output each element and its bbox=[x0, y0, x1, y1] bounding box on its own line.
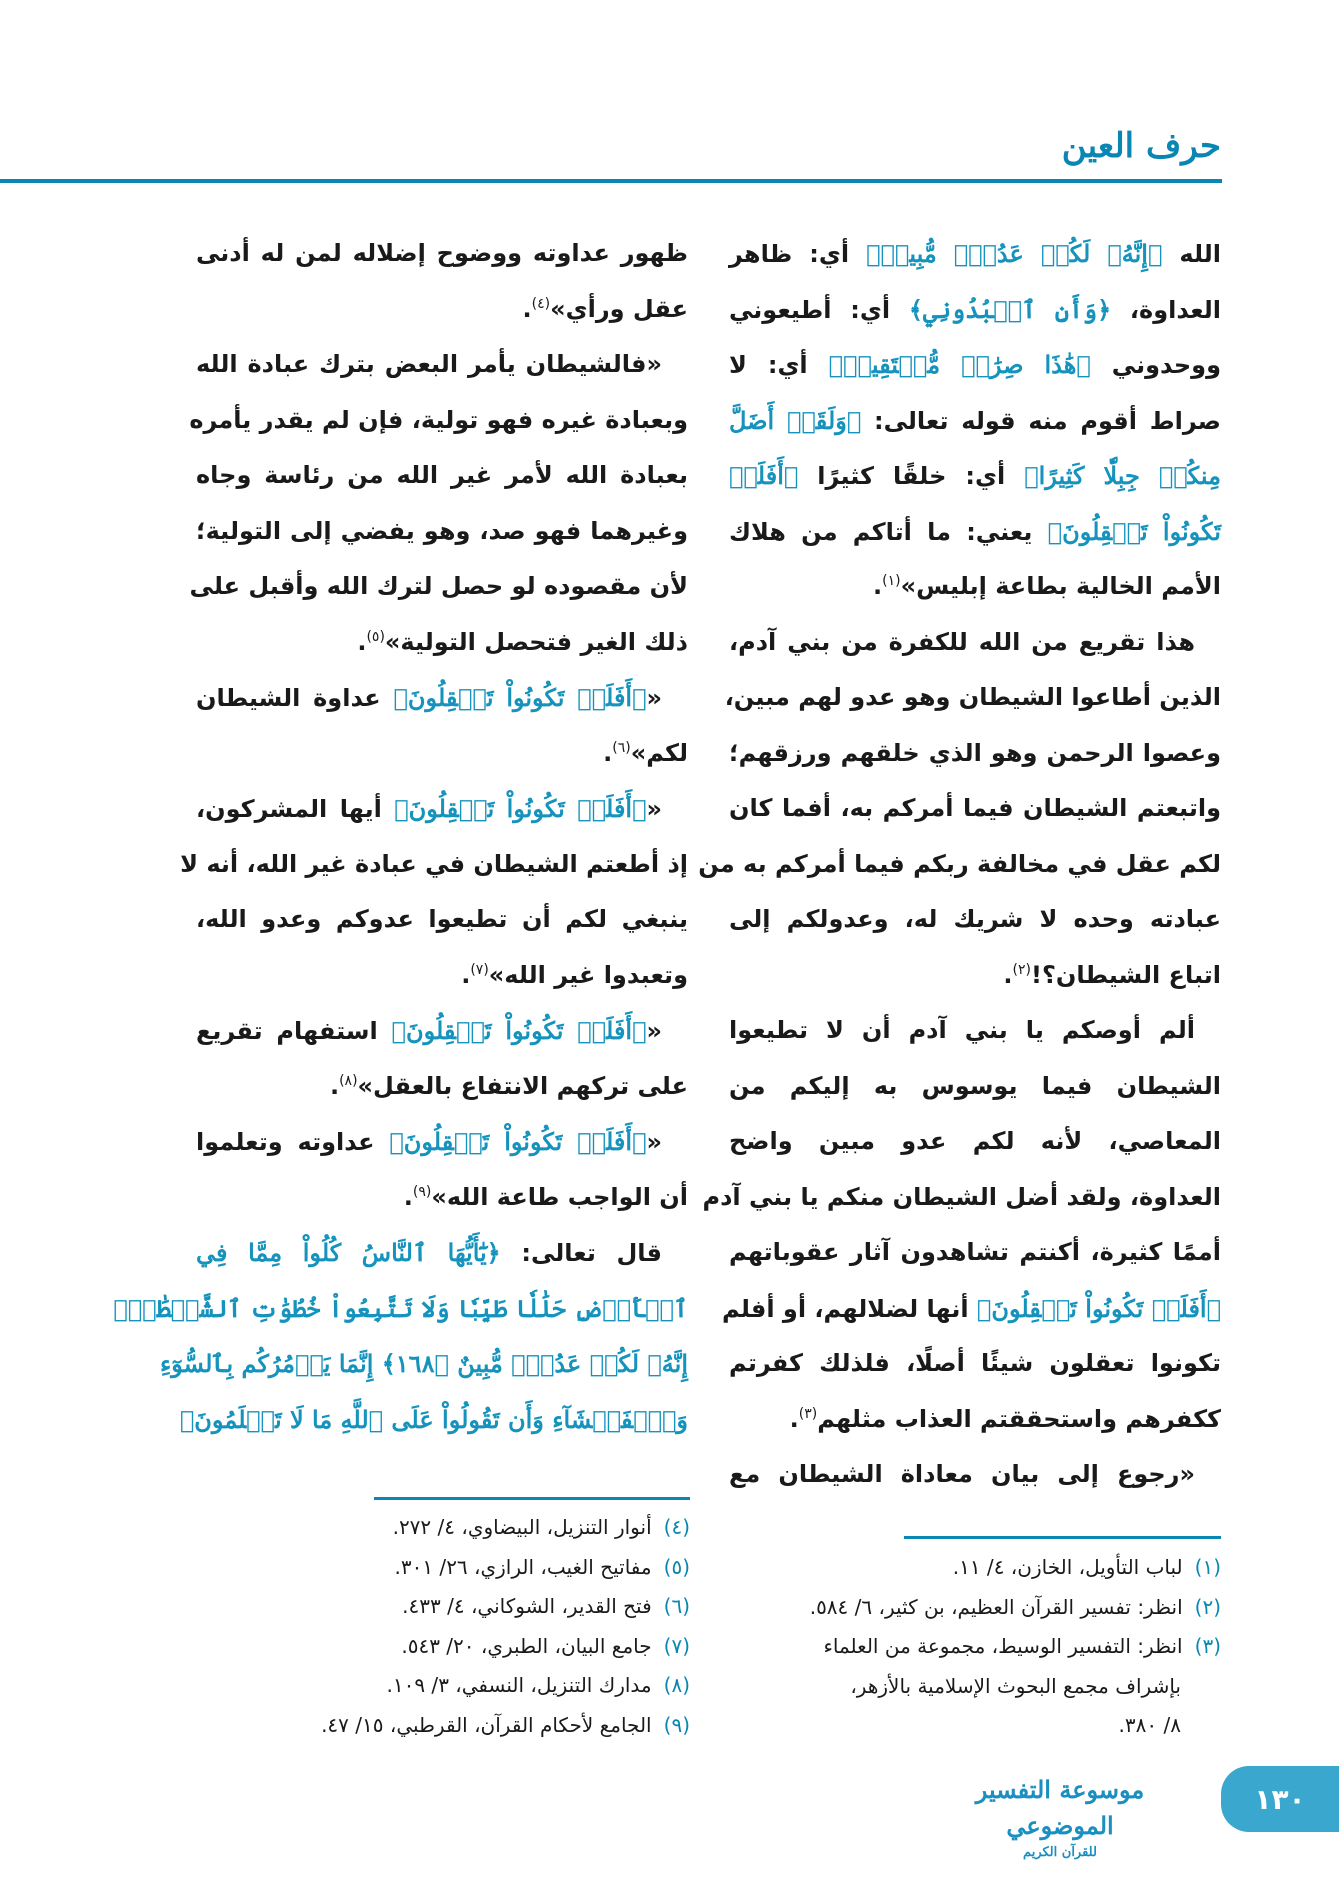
quran-verse: ﴿أَفَلَمۡ تَكُونُواْ تَعۡقِلُونَ﴾ bbox=[389, 1127, 647, 1156]
footnote-number: (٣) bbox=[1194, 1634, 1221, 1658]
footnote bbox=[200, 1706, 690, 1746]
text-line bbox=[729, 226, 1221, 282]
footnote-divider-left bbox=[374, 1497, 690, 1500]
text-line bbox=[729, 1114, 1221, 1170]
footnote-text: أنوار التنزيل، البيضاوي، ٤/ ٢٧٢. bbox=[392, 1515, 652, 1539]
text-segment: . bbox=[1003, 960, 1013, 989]
text-line bbox=[180, 837, 688, 893]
footnote bbox=[741, 1588, 1221, 1628]
text-segment: . bbox=[789, 1404, 799, 1433]
text-line bbox=[729, 1059, 1221, 1115]
text-segment: ظهور عداوته ووضوح إضلاله لمن له أدنى bbox=[196, 239, 688, 267]
text-line bbox=[113, 1281, 688, 1337]
footnote bbox=[200, 1508, 690, 1548]
text-segment: عداوته وتعلموا bbox=[196, 1128, 390, 1156]
header-divider bbox=[0, 179, 1222, 183]
text-segment: لأن مقصوده لو حصل لترك الله وأقبل على bbox=[189, 572, 688, 600]
text-line bbox=[179, 1392, 688, 1448]
text-segment: وبعبادة غيره فهو تولية، فإن لم يقدر يأمره bbox=[189, 405, 688, 434]
text-segment: أي: لا bbox=[729, 351, 829, 379]
text-segment: « bbox=[646, 795, 662, 823]
quran-verse: ﴿أَفَلَمۡ تَكُونُواْ تَعۡقِلُونَ﴾ bbox=[393, 683, 647, 712]
text-segment: عداوة الشيطان bbox=[196, 684, 394, 712]
text-segment: أن الواجب طاعة الله» bbox=[431, 1182, 688, 1211]
left-text-column bbox=[113, 226, 688, 1447]
text-segment: وتعبدوا غير الله» bbox=[488, 960, 688, 989]
text-segment: تكونوا تعقلون شيئًا أصلًا، فلذلك كفرتم bbox=[729, 1349, 1221, 1377]
footnote-text: مفاتيح الغيب، الرازي، ٢٦/ ٣٠١. bbox=[394, 1554, 652, 1579]
footnote-ref: (٧) bbox=[470, 961, 489, 978]
text-segment: ووحدوني bbox=[1090, 351, 1222, 379]
text-line bbox=[196, 892, 688, 948]
text-line bbox=[196, 615, 688, 671]
text-line bbox=[729, 448, 1221, 504]
text-line bbox=[729, 1336, 1221, 1392]
text-segment: . bbox=[329, 1071, 340, 1100]
text-segment: هذا تقريع من الله للكفرة من بني آدم، bbox=[729, 627, 1195, 656]
footnote-ref: (٤) bbox=[531, 295, 551, 312]
text-segment: إذ أطعتم الشيطان في عبادة غير الله، أنه لا bbox=[180, 849, 688, 878]
text-line bbox=[729, 1392, 1221, 1448]
text-segment: واتبعتم الشيطان فيما أمركم به، أفما كان bbox=[729, 794, 1221, 822]
text-segment: المعاصي، لأنه لكم عدو مبين واضح bbox=[729, 1127, 1221, 1155]
footnote-number: (٥) bbox=[663, 1554, 690, 1579]
text-line bbox=[729, 504, 1221, 560]
footnote-number: (٩) bbox=[663, 1712, 690, 1737]
text-segment: ذلك الغير فتحصل التولية» bbox=[384, 627, 688, 656]
footnote-number: (٨) bbox=[663, 1673, 690, 1697]
quran-verse: إِنَّهُۥ لَكُمۡ عَدُوّٞ مُّبِينٌ ﴿١٦٨﴾ إِنَّمَا يَأۡمُرُكُم بِٱلسُّوٓءِ bbox=[159, 1349, 688, 1378]
text-segment: أنها لضلالهم، أو أفلم bbox=[722, 1294, 977, 1323]
footnote bbox=[741, 1627, 1221, 1667]
footnote-ref: (٥) bbox=[366, 628, 385, 645]
encyclopedia-logo bbox=[935, 1772, 1185, 1860]
text-line bbox=[724, 670, 1221, 726]
text-line bbox=[698, 837, 1221, 893]
footnote-number: (٤) bbox=[663, 1515, 690, 1539]
text-segment: لكم عقل في مخالفة ربكم فيما أمركم به من bbox=[698, 849, 1221, 878]
text-segment: . bbox=[603, 738, 613, 767]
text-line bbox=[196, 948, 688, 1004]
text-line bbox=[729, 781, 1221, 837]
footnote bbox=[741, 1548, 1221, 1588]
quran-verse: ﴿إِنَّهُۥ لَكُمۡ عَدُوّٞ مُّبِينٞ﴾ bbox=[866, 239, 1163, 268]
footnote-text: مدارك التنزيل، النسفي، ٣/ ١٠٩. bbox=[386, 1673, 652, 1697]
footnote bbox=[200, 1548, 690, 1588]
footnote-number: (٦) bbox=[663, 1594, 690, 1618]
text-segment: «فالشيطان يأمر البعض بترك عبادة الله bbox=[196, 350, 662, 378]
page-number: ١٣٠ bbox=[1221, 1766, 1339, 1832]
text-line bbox=[729, 892, 1221, 948]
footnotes-right bbox=[741, 1548, 1221, 1746]
footnote-ref: (٣) bbox=[798, 1405, 818, 1422]
text-line bbox=[196, 448, 688, 504]
footnote bbox=[200, 1666, 690, 1706]
footnote-number: (١) bbox=[1194, 1555, 1221, 1579]
text-segment: صراط أقوم منه قوله تعالى: bbox=[861, 406, 1221, 435]
footnote-number: (٧) bbox=[663, 1633, 690, 1658]
quran-verse: مِنكُمۡ جِبِلّٗا كَثِيرًا﴾ bbox=[1024, 461, 1221, 490]
text-line bbox=[196, 781, 688, 837]
text-segment: «رجوع إلى بيان معاداة الشيطان مع bbox=[729, 1460, 1195, 1488]
text-segment: ككفرهم واستحققتم العذاب مثلهم bbox=[817, 1404, 1221, 1433]
quran-verse: ﴿أَفَلَمۡ تَكُونُواْ تَعۡقِلُونَ﴾ bbox=[394, 794, 647, 823]
footnote-text: جامع البيان، الطبري، ٢٠/ ٥٤٣. bbox=[401, 1633, 652, 1658]
text-segment: « bbox=[646, 684, 662, 712]
text-segment: . bbox=[522, 294, 532, 323]
quran-verse: ﴿أَفَلَمۡ تَكُونُواْ تَعۡقِلُونَ﴾ bbox=[976, 1293, 1221, 1323]
text-line bbox=[196, 1003, 688, 1059]
text-segment: أممًا كثيرة، أكنتم تشاهدون آثار عقوباتهم bbox=[729, 1238, 1221, 1266]
text-segment: . bbox=[403, 1182, 413, 1211]
text-line bbox=[729, 393, 1221, 449]
text-segment: على تركهم الانتفاع بالعقل» bbox=[357, 1071, 688, 1100]
text-line bbox=[189, 559, 688, 615]
text-segment: أي: ظاهر bbox=[729, 240, 867, 268]
footnote-text: بإشراف مجمع البحوث الإسلامية بالأزهر، bbox=[850, 1673, 1181, 1698]
text-line bbox=[196, 670, 688, 726]
text-segment: ينبغي لكم أن تطيعوا عدوكم وعدو الله، bbox=[196, 905, 688, 933]
quran-verse: ﴿يَٰٓأَيُّهَا ٱلنَّاسُ كُلُواْ مِمَّا فِي bbox=[196, 1238, 501, 1267]
text-segment: الشيطان فيما يوسوس به إليكم من bbox=[729, 1071, 1221, 1100]
footnote bbox=[200, 1627, 690, 1667]
text-line bbox=[729, 948, 1221, 1004]
text-line bbox=[196, 1114, 688, 1170]
text-segment: الأمم الخالية بطاعة إبليس» bbox=[900, 572, 1221, 600]
text-segment: « bbox=[646, 1017, 662, 1045]
footnote-text: لباب التأويل، الخازن، ٤/ ١١. bbox=[952, 1555, 1183, 1579]
text-segment: الله bbox=[1162, 240, 1222, 268]
text-line bbox=[196, 1225, 688, 1281]
footnote-text: الجامع لأحكام القرآن، القرطبي، ١٥/ ٤٧. bbox=[321, 1712, 652, 1737]
text-segment: الذين أطاعوا الشيطان وهو عدو لهم مبين، bbox=[724, 683, 1221, 711]
quran-verse: ٱلۡأَرۡضِ حَلَٰلٗا طَيِّبٗا وَلَا تَتَّبِعُواْ خُطُوَٰتِ ٱلشَّيۡطَٰنِۚ bbox=[113, 1293, 688, 1323]
text-segment: . bbox=[873, 572, 883, 600]
quran-verse: ﴿وَلَقَدۡ أَضَلَّ bbox=[729, 405, 862, 435]
text-segment: ألم أوصكم يا بني آدم أن لا تطيعوا bbox=[729, 1016, 1195, 1044]
footnote-ref: (٢) bbox=[1012, 961, 1031, 978]
text-segment: بعبادة الله لأمر غير الله من رئاسة وجاه bbox=[196, 461, 688, 489]
text-segment: اتباع الشيطان؟! bbox=[1031, 960, 1221, 989]
footnote-text: فتح القدير، الشوكاني، ٤/ ٤٣٣. bbox=[402, 1594, 652, 1618]
text-segment: . bbox=[461, 960, 471, 989]
chapter-title: حرف العين bbox=[1061, 126, 1221, 166]
footnote-ref: (١) bbox=[882, 573, 901, 589]
footnote-text: انظر: تفسير القرآن العظيم، بن كثير، ٦/ ٥٨٤. bbox=[809, 1594, 1183, 1619]
footnote bbox=[741, 1706, 1221, 1746]
text-segment: عقل ورأي» bbox=[550, 294, 688, 323]
footnote-text: ٨/ ٣٨٠. bbox=[1118, 1713, 1181, 1737]
text-line bbox=[729, 282, 1221, 338]
logo-subtitle: للقرآن الكريم bbox=[1023, 1845, 1097, 1860]
footnote-ref: (٨) bbox=[339, 1072, 358, 1089]
text-line bbox=[729, 726, 1221, 782]
text-line bbox=[196, 1059, 688, 1115]
text-line bbox=[189, 393, 688, 449]
text-line bbox=[196, 504, 688, 560]
quran-verse: ﴿وَأَنِ ٱعۡبُدُونِي﴾ bbox=[908, 294, 1112, 324]
text-segment: أي: خلقًا كثيرًا bbox=[798, 462, 1025, 490]
text-line bbox=[159, 1336, 688, 1392]
quran-verse: ﴿هَٰذَا صِرَٰطٞ مُّسۡتَقِيمٞ﴾ bbox=[828, 350, 1091, 379]
quran-verse: ﴿أَفَلَمۡ bbox=[729, 461, 799, 490]
text-segment: لكم» bbox=[630, 738, 688, 767]
footnote bbox=[200, 1587, 690, 1627]
footnote-number: (٢) bbox=[1194, 1594, 1221, 1619]
text-line bbox=[729, 337, 1221, 393]
right-text-column bbox=[698, 226, 1222, 1503]
text-line bbox=[196, 726, 688, 782]
text-line bbox=[196, 282, 688, 338]
text-segment: أيها المشركون، bbox=[196, 795, 395, 823]
quran-verse: ﴿أَفَلَمۡ تَكُونُواْ تَعۡقِلُونَ﴾ bbox=[391, 1016, 647, 1045]
text-segment: العداوة، bbox=[1111, 295, 1221, 324]
text-segment: وعصوا الرحمن وهو الذي خلقهم ورزقهم؛ bbox=[729, 738, 1221, 767]
text-line bbox=[729, 1447, 1221, 1503]
text-segment: استفهام تقريع bbox=[196, 1017, 392, 1045]
footnotes-left bbox=[200, 1508, 690, 1745]
text-segment: العداوة، ولقد أضل الشيطان منكم يا بني آدم bbox=[702, 1182, 1221, 1211]
text-segment: « bbox=[646, 1128, 662, 1156]
text-segment: أي: أطيعوني bbox=[729, 295, 909, 324]
text-line bbox=[729, 1003, 1221, 1059]
text-segment: قال تعالى: bbox=[500, 1239, 662, 1267]
quran-verse: وَٱلۡفَحۡشَآءِ وَأَن تَقُولُواْ عَلَى ٱللَّهِ مَا لَا تَعۡلَمُونَ﴾ bbox=[179, 1404, 688, 1434]
text-segment: عبادته وحده لا شريك له، وعدولكم إلى bbox=[729, 905, 1221, 933]
text-line bbox=[729, 1225, 1221, 1281]
quran-verse: تَكُونُواْ تَعۡقِلُونَ﴾ bbox=[1047, 516, 1221, 546]
text-line bbox=[196, 1170, 688, 1226]
footnote-text: انظر: التفسير الوسيط، مجموعة من العلماء bbox=[823, 1634, 1183, 1658]
text-segment: . bbox=[357, 627, 367, 656]
text-line bbox=[729, 615, 1221, 671]
footnote-ref: (٩) bbox=[412, 1183, 432, 1200]
text-line bbox=[702, 1170, 1221, 1226]
text-segment: يعني: ما أتاكم من هلاك bbox=[729, 517, 1048, 546]
text-line bbox=[729, 559, 1221, 615]
text-line bbox=[196, 337, 688, 393]
footnote-ref: (٦) bbox=[612, 739, 631, 756]
footnote-divider-right bbox=[904, 1536, 1221, 1539]
logo-title: موسوعة التفسير الموضوعي bbox=[975, 1775, 1145, 1840]
text-segment: وغيرهما فهو صد، وهو يفضي إلى التولية؛ bbox=[196, 516, 688, 545]
text-line bbox=[196, 226, 688, 282]
text-line bbox=[722, 1281, 1221, 1337]
footnote bbox=[741, 1667, 1221, 1707]
